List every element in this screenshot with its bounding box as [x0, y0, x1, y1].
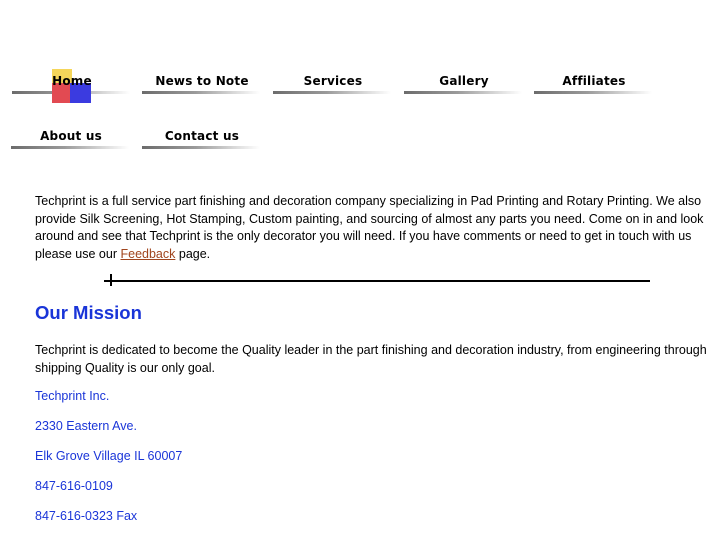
contact-fax: 847-616-0323 Fax — [35, 509, 138, 523]
nav-news-to-note[interactable] — [142, 69, 262, 97]
nav-underline — [404, 91, 522, 94]
nav-underline — [534, 91, 652, 94]
nav-underline — [273, 91, 391, 94]
contact-street: 2330 Eastern Ave. — [35, 419, 137, 433]
nav-underline — [11, 146, 129, 149]
nav-about-us[interactable] — [11, 124, 131, 152]
nav-about-us-label[interactable]: About us — [40, 129, 102, 143]
nav-home-label[interactable]: Home — [52, 74, 92, 88]
horizontal-divider — [104, 280, 650, 282]
feedback-link[interactable]: Feedback — [120, 246, 176, 261]
nav-underline — [142, 146, 260, 149]
intro-text: Techprint is a full service part finishing and decoration company specializing in Pad Printing and Rotary Printing. We also provide Silk Screening, Hot Stamping, Custom painting, and sourcing of almost any parts you need. Come on in and look around and see that Techprint is the only decorator you will need. If you have comments or need to get in touch with us please use our — [35, 194, 704, 261]
nav-gallery-label[interactable]: Gallery — [439, 74, 489, 88]
nav-home[interactable] — [12, 69, 132, 97]
mission-text: Techprint is dedicated to become the Quality leader in the part finishing and decoration industry, from engineering through shipping Quality is our only goal. — [35, 343, 707, 375]
nav-contact-us-label[interactable]: Contact us — [164, 129, 240, 143]
intro-text-end: page. — [175, 246, 211, 261]
nav-news-to-note-label[interactable]: News to Note — [155, 74, 249, 88]
nav-services-label[interactable]: Services — [303, 74, 363, 88]
nav-affiliates[interactable] — [534, 69, 654, 97]
nav-affiliates-label[interactable]: Affiliates — [562, 74, 626, 88]
nav-gallery[interactable] — [404, 69, 524, 97]
contact-company: Techprint Inc. — [35, 389, 110, 403]
mission-heading: Our Mission — [35, 302, 142, 323]
nav-underline — [142, 91, 260, 94]
contact-phone: 847-616-0109 — [35, 479, 113, 493]
intro-paragraph — [35, 193, 715, 263]
nav-services[interactable] — [273, 69, 393, 97]
nav-contact-us[interactable] — [142, 124, 262, 152]
contact-city: Elk Grove Village IL 60007 — [35, 449, 183, 463]
